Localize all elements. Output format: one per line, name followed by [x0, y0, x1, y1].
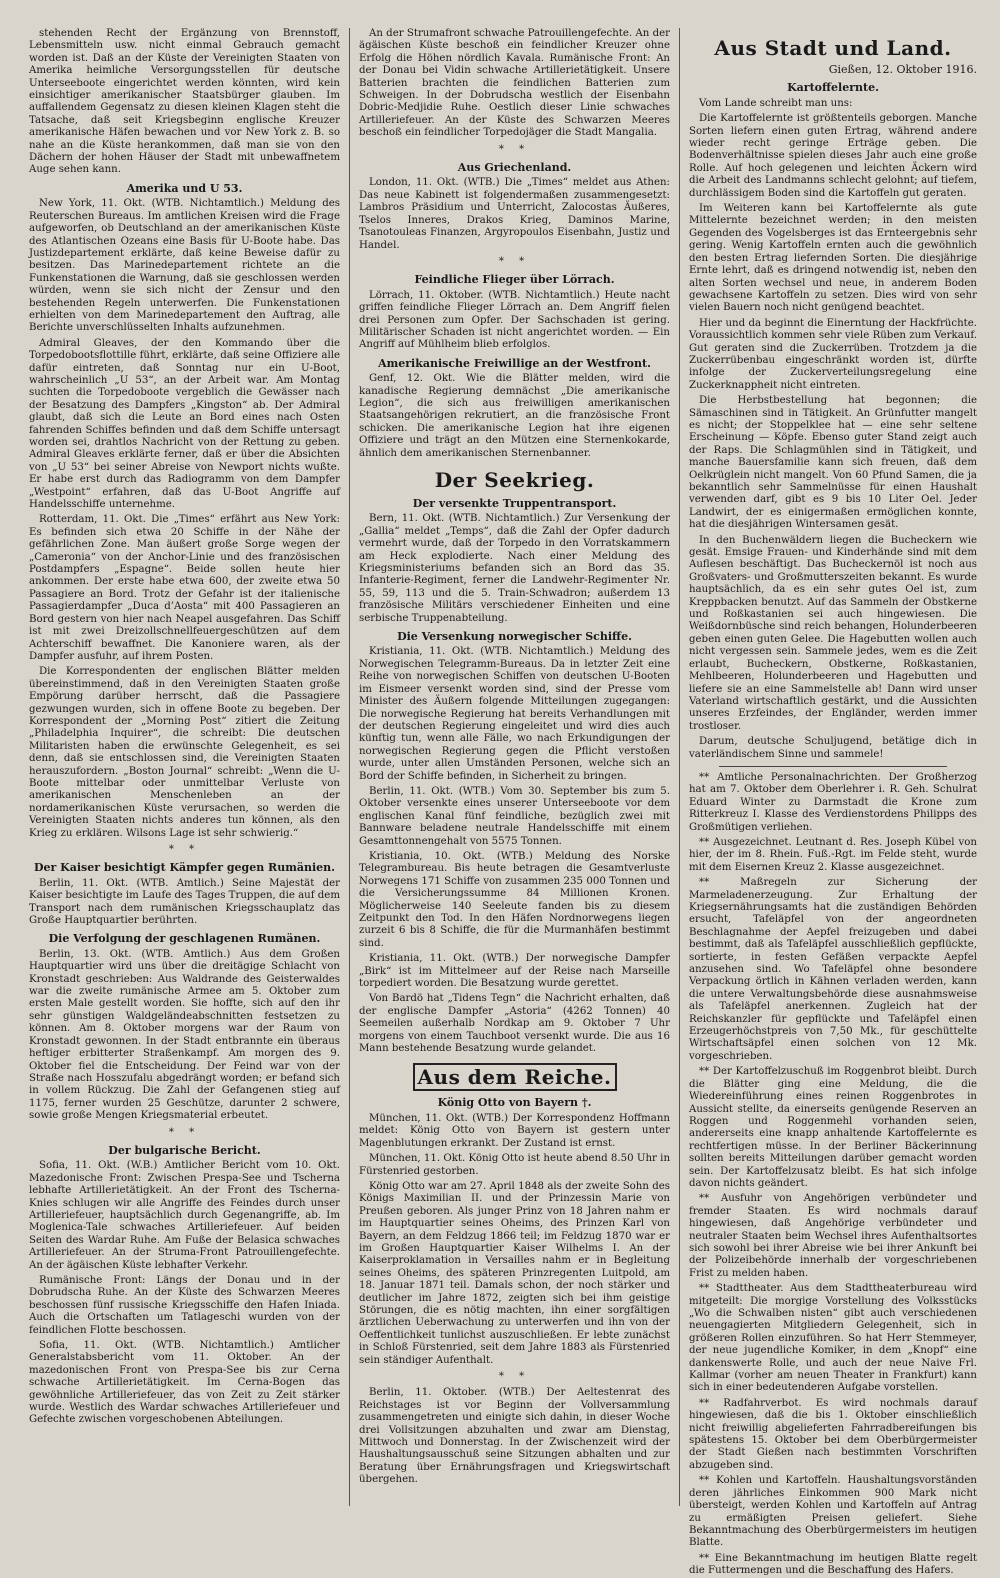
article-text: Kristiania, 11. Okt. (WTB.) Der norwegische Dampfer „Birk“ ist im Mittelmeer auf der Reise nach Marseille torpediert worden. Die Besatzung wurde gerettet. — [359, 953, 670, 990]
article-text: Die Kartoffelernte ist größtenteils geborgen. Manche Sorten liefern einen guten Ertrag, während andere wieder recht geringe Erträge geben. Die Bodenverhältnisse spielen dieses Jahr auch eine große Rolle. Auf hoch gelegenen und leichten Äckern wird die Arbeit des Landmanns schlecht gelohnt; auf tiefem, durchlässigem Boden sind die Kartoffeln gut geraten. — [689, 113, 977, 199]
article-text: München, 11. Okt. (WTB.) Der Korrespondenz Hoffmann meldet: König Otto von Bayern ist gestern unter Magenblutungen erkrankt. Der Zustand ist ernst. — [359, 1112, 670, 1149]
article-text: Die Herbstbestellung hat begonnen; die Sämaschinen sind in Tätigkeit. An Grünfutter mangelt es nicht; der Stoppelklee hat — eine sehr seltene Erscheinung — Köpfe. Ebenso guter Stand zeigt auch der Raps. Die Schlagmühlen sind in Tätigkeit, und manche Bauersfamilie kann sich freuen, daß dem Oelkrüglein nicht mangelt. Von 60 Pfund Samen, die ja bekanntlich sehr Sammelnüsse für einen Haushalt verwenden darf, gibt es 9 bis 10 Liter Oel. Jeder Landwirt, der es einigermaßen ermöglichen konnte, hat die diesjährigen Wintersamen gesät. — [689, 395, 977, 531]
article-heading: König Otto von Bayern †. — [437, 1096, 592, 1110]
article-text: ** Eine Bekanntmachung im heutigen Blatte regelt die Futtermengen und die Beschaffung des Hafers. — [689, 1552, 977, 1577]
article-text: Vom Lande schreibt man uns: — [699, 97, 853, 109]
article-heading: Die Verfolgung der geschlagenen Rumänen. — [48, 932, 321, 946]
article-text: London, 11. Okt. (WTB.) Die „Times“ meldet aus Athen: Das neue Kabinett ist folgendermaßen zusammengesetzt: Lambros Präsidium und Unterricht, Zalocostas Äußeres, Tselos Inneres, Drakos Krieg, Daminos Marine, Tsanotouleas Finanzen, Argyropoulos Eisenbahn, Justiz und Handel. — [359, 177, 670, 251]
section-separator: * * — [168, 1126, 201, 1138]
article-text: ** Maßregeln zur Sicherung der Marmeladenerzeugung. Zur Erhaltung der Kriegsernährungsamts hat die zuständigen Behörden ersucht, Tafeläpfel von der angeordneten Beschlagnahme der Aepfel freizugeben und dabei bestimmt, daß als Tafeläpfel ausschließlich gepflückte, sortierte, in festen Gefäßen verpackte Aepfel anzusehen sind. Wo Tafeläpfel ohne besondere Verpackung örtlich in Kähnen verladen werden, kann die untere Verwaltungsbehörde diese ausnahmsweise als Tafeläpfel anerkennen. Zugleich hat der Reichskanzler für gepflückte und Tafeläpfel einen Erzeugerhöchstpreis von 7,50 Mk., für geschüttelte Wirtschaftsäpfel einen solchen von 12 Mk. vorgeschrieben. — [689, 877, 977, 1062]
divider — [719, 766, 947, 767]
article-text: ** Stadttheater. Aus dem Stadttheaterbureau wird mitgeteilt: Die morgige Vorstellung des Volksstücks „Wo die Schwalben nisten“ gibt auch verschiedenen neuengagierten Mitgliedern Gelegenheit, sich in größeren Rollen einzuführen. So hat Herr Stemmeyer, der neue jugendliche Komiker, in dem „Knopf“ eine dankenswerte Rolle, und auch der neue Naive Frl. Kallmar (vorher am neuen Theater in Frankfurt) kann sich in einer bedeutenderen Aufgabe vorstellen. — [689, 1283, 977, 1394]
article-text: ** Kohlen und Kartoffeln. Haushaltungsvorständen deren jährliches Einkommen 900 Mark nicht übersteigt, werden Kohlen und Kartoffeln auf Antrag zu ermäßigten Preisen geliefert. Siehe Bekanntmachung des Oberbürgermeisters im heutigen Blatte. — [689, 1475, 977, 1549]
dateline: Gießen, 12. Oktober 1916. — [828, 63, 977, 76]
section-title-seekrieg: Der Seekrieg. — [434, 468, 595, 492]
article-heading: Amerikanische Freiwillige an der Westfront. — [378, 356, 651, 370]
article-heading: Aus Griechenland. — [457, 161, 572, 175]
section-separator: * * — [498, 1371, 531, 1382]
article-text: New York, 11. Okt. (WTB. Nichtamtlich.) Meldung des Reuterschen Bureaus. Im amtlichen Kreisen wird die Frage aufgeworfen, ob Deutschland an der amerikanischen Küste des Atlantischen Ozeans eine Basis für U-Boote habe. Das Justizdepartement erklärte, daß keine Beweise dafür zu besitzen. Das Marinedepartement richtete an die Funkenstationen die Warnung, daß sie geschlossen werden würden, wenn sie sich nicht der Zensur und den bestehenden Regeln unterwerfen. Die Funkenstationen erhielten von dem Marinedepartement den Auftrag, alle Berichte unverschlüsselten Inhalts aufzunehmen. — [29, 198, 340, 334]
article-text: Die Korrespondenten der englischen Blätter melden übereinstimmend, daß in den Vereinigten Staaten große Empörung darüber herrscht, daß die Passagiere gezwungen wurden, sich in offene Boote zu begeben. Der Korrespondent der „Morning Post“ zitiert die Zeitung „Philadelphia Inquirer“, die schreibt: Die deutschen Militaristen haben die erwünschte Gelegenheit, es sei denn, daß sie entschlossen sind, die Vereinigten Staaten herauszufordern. „Boston Journal“ schreibt: „Wenn die U-Boote mittelbar oder unmittelbar Verluste von amerikanischen Menschenleben an der nordamerikanischen Küste verursachen, so werden die Vereinigten Staaten nichts anderes tun können, als den Krieg zu erklären. Wilsons Lage ist sehr schwierig.“ — [29, 666, 340, 839]
column-left — [20, 28, 350, 1506]
article-heading: Der Kaiser besichtigt Kämpfer gegen Rumänien. — [34, 861, 335, 875]
article-text: Sofia, 11. Okt. (WTB. Nichtamtlich.) Amtlicher Generalstabsbericht vom 11. Oktober. An der mazedonischen Front von Prespa-See bis zur Cerna schwache Artillerietätigkeit. Im Cerna-Bogen das gewöhnliche Artilleriefeuer, das von Zeit zu Zeit stärker wurde. Westlich des Wardar schwaches Artilleriefeuer und Gefechte zwischen vorgeschobenen Abteilungen. — [29, 1340, 340, 1426]
article-text: München, 11. Okt. König Otto ist heute abend 8.50 Uhr in Fürstenried gestorben. — [359, 1153, 670, 1177]
section-separator: * * — [498, 255, 531, 267]
article-heading: Der bulgarische Bericht. — [108, 1143, 261, 1157]
article-text: Im Weiteren kann bei Kartoffelernte als gute Mittelernte bezeichnet werden; in den meisten Gegenden des Vogelsberges ist das Ernteergebnis sehr gering. Wenig Kartoffeln ernten auch die gewöhnlich den besten Ertrag liefernden Sorten. Die diesjährige Ernte lehrt, daß es dringend notwendig ist, neben den alten Sorten wechsel und neue, in anderem Boden gewachsene Kartoffeln zu setzen. Dies wird von sehr vielen Bauern noch nicht genügend beachtet. — [689, 203, 977, 314]
article-text: ** Der Kartoffelzuschuß im Roggenbrot bleibt. Durch die Blätter ging eine Meldung, die die Wiedereinführung eines reinen Roggenbrotes in Aussicht stellte, da einerseits genügende Reserven an Roggen und Roggenmehl vorhanden seien, andererseits eine knapp anhaltende Kartoffelernte es rechtfertigen müsse. In der Berliner Bäckerinnung sollten bereits Mitteilungen darüber gemacht worden sein. Der Kartoffelzusatz bleibt. Es hat sich infolge davon nichts geändert. — [689, 1066, 977, 1189]
article-text: ** Ausgezeichnet. Leutnant d. Res. Joseph Kübel von hier, der im 8. Rhein. Fuß.-Rgt. im Felde steht, wurde mit dem Eisernen Kreuz 2. Klasse ausgezeichnet. — [689, 836, 977, 873]
article-text: Kristiania, 11. Okt. (WTB. Nichtamtlich.) Meldung des Norwegischen Telegramm-Bureaus. Da in letzter Zeit eine Reihe von norwegischen Schiffen von deutschen U-Booten im Eismeer versenkt worden sind, sind der Presse vom Minister des Äußern folgende Mitteilungen zugegangen: Die norwegische Regierung hat bereits Verhandlungen mit der deutschen Regierung eingeleitet und wird dies auch künftig tun, wenn alle Fälle, wo nach Erkundigungen der norwegischen Regierung gegen die Pflicht verstoßen wurde, unter allen Umständen Personen, welche sich an Bord der Schiffe befinden, in Sicherheit zu bringen. — [359, 646, 670, 782]
section-title-stadt: Aus Stadt und Land. — [714, 36, 952, 60]
article-text: ** Ausfuhr von Angehörigen verbündeter und fremder Staaten. Es wird nochmals darauf hingewiesen, daß Angehörige verbündeter und neutraler Staaten beim Wechsel ihres Aufenthaltsortes sich sowohl bei ihrer Abreise wie bei ihrer Ankunft bei der Polizeibehörde innerhalb der vorgeschriebenen Frist zu melden haben. — [689, 1193, 977, 1279]
article-text: Lörrach, 11. Oktober. (WTB. Nichtamtlich.) Heute nacht griffen feindliche Flieger Lörrach an. Dem Angriff fielen drei Personen zum Opfer. Der Sachschaden ist gering. Militärischer Schaden ist nicht angerichtet worden. — Ein Angriff auf Mühlheim blieb erfolglos. — [359, 289, 670, 351]
article-heading: Die Versenkung norwegischer Schiffe. — [397, 630, 632, 644]
article-text: Bern, 11. Okt. (WTB. Nichtamtlich.) Zur Versenkung der „Gallia“ meldet „Temps“, daß die Zahl der Opfer dadurch vermehrt wurde, daß der Torpedo in den Vorratskammern am Heck explodierte. Nach einer Meldung des Kriegsministeriums befanden sich an Bord das 35. Infanterie-Regiment, ferner die Landwehr-Regimenter Nr. 55, 59, 113 und die 5. Train-Schwadron; außerdem 13 französische Militärs verschiedener Einheiten und eine serbische Truppenabteilung. — [359, 513, 670, 624]
article-text: Hier und da beginnt die Einerntung der Hackfrüchte. Voraussichtlich kommen sehr viele Rüben zum Verkauf. Gut geraten sind die Zuckerrüben. Trotzdem ja die Zuckerrübenbau eingeschränkt worden ist, dürfte infolge der Zuckerverteilungsregelung eine Zuckerknappheit nicht eintreten. — [689, 317, 977, 391]
article-text: Darum, deutsche Schuljugend, betätige dich in vaterländischem Sinne und sammele! — [689, 736, 977, 760]
article-text: Von Bardö hat „Tidens Tegn“ die Nachricht erhalten, daß der englische Dampfer „Astoria“ (4262 Tonnen) 40 Seemeilen außerhalb Nordkap am 9. Oktober 7 Uhr morgens von einem Tauchboot versenkt wurde. Die aus 16 Mann bestehende Besatzung wurde gelandet. — [359, 993, 670, 1055]
article-text: In den Buchenwäldern liegen die Bucheckern wie gesät. Emsige Frauen- und Kinderhände sind mit dem Auflesen beschäftigt. Das Bucheckernöl ist noch aus Großvaters- und Großmutterszeiten bekannt. Es wurde hauptsächlich, da es ein sehr gutes Oel ist, zum Kreppbacken benutzt. Auf das Sammeln der Obstkerne und Roßkastanien sei auch hingewiesen. Die Weißdornbüsche sind reich behangen, Holunderbeeren geben einen guten Gelee. Die Hagebutten wollen auch nicht vergessen sein. Sammele jedes, wem es die Zeit erlaubt, Bucheckern, Obstkerne, Roßkastanien, Mehlbeeren, Holunderbeeren und Hagebutten und liefere sie an eine Sammelstelle ab! Dann wird unser Vaterland wirtschaftlich gestärkt, und die Aussichten unseres Erzfeindes, der Engländer, werden immer trostloser. — [689, 534, 977, 732]
article-text: Berlin, 13. Okt. (WTB. Amtlich.) Aus dem Großen Hauptquartier wird uns über die dreitägige Schlacht von Kronstadt geschrieben: Aus Waldrande des Geisterwaldes war die zweite rumänische Armee am 5. Oktober zum ersten Male gestellt worden. Sie hoffte, sich auf den ihr sehr günstigen Waldgeländeabschnitten festsetzen zu können. Am 8. Oktober morgens war der Raum von Kronstadt gewonnen. In der Stadt entbrannte ein überaus heftiger erbitterter Straßenkampf. Am morgen des 9. Oktober fiel die Entscheidung. Der Feind war von der Straße nach Hosszufalu abgedrängt worden; er befand sich in vollem Rückzug. Die Zahl der Gefangenen stieg auf 1175, ferner wurden 25 Geschütze, darunter 2 schwere, sowie große Mengen Kriegsmaterial erbeutet. — [29, 948, 340, 1122]
article-text: Berlin, 11. Okt. (WTB. Amtlich.) Seine Majestät der Kaiser besichtigte im Laufe des Tages Truppen, die auf dem Transport nach dem rumänischen Kriegsschauplatz das Große Hauptquartier berührten. — [29, 877, 340, 927]
article-heading: Amerika und U 53. — [126, 181, 243, 195]
article-heading: Kartoffelernte. — [787, 81, 879, 95]
column-right — [680, 28, 986, 1577]
article-text: stehenden Recht der Ergänzung von Brennstoff, Lebensmitteln usw. nicht einmal Gebrauch gemacht worden ist. Daß an der Küste der Vereinigten Staaten von Amerika heimliche Versorgungsstellen für deutsche Unterseeboote eingerichtet werden könnten, wird kein einsichtiger amerikanischer Staatsbürger glauben. Im auffallendem Gegensatz zu diesen kleinen Klagen steht die Tatsache, daß seit Kriegsbeginn englische Kreuzer amerikanische Häfen bewachen und vor New York z. B. so nahe an die Küste herankommen, daß man sie von den Dächern der hohen Häuser der Stadt mit unbewaffnetem Auge sehen kann. — [29, 28, 340, 176]
article-text: Sofia, 11. Okt. (W.B.) Amtlicher Bericht vom 10. Okt. Mazedonische Front: Zwischen Prespa-See und Tscherna lebhafte Artillerietätigkeit. An der Front des Tscherna-Knies schlugen wir alle Angriffe des Feindes durch unser Artilleriefeuer, hauptsächlich durch Gegenangriffe, ab. Im Moglenica-Tale schwaches Artilleriefeuer. Auf beiden Seiten des Wardar Ruhe. Am Fuße der Belasica schwaches Artilleriefeuer. An der Struma-Front Patrouillengefechte. An der ägäischen Küste lebhafter Verkehr. — [29, 1160, 340, 1271]
article-text: Berlin, 11. Okt. (WTB.) Vom 30. September bis zum 5. Oktober versenkte eines unserer Unterseeboote vor dem englischen Kanal fünf feindliche, bezüglich zwei mit Bannware beladene neutrale Handelsschiffe mit einem Gesamttonnengehalt von 5575 Tonnen. — [359, 785, 670, 847]
article-heading: Feindliche Flieger über Lörrach. — [414, 273, 615, 287]
article-text: Genf, 12. Okt. Wie die Blätter melden, wird die kanadische Regierung demnächst „Die amerikanische Legion“, die sich aus freiwilligen amerikanischen Staatsangehörigen rekrutiert, an die französische Front schicken. Die amerikanische Legion hat ihre eigenen Offiziere und trägt an den Mützen eine Sternenkokarde, ähnlich dem amerikanischen Sternenbanner. — [359, 373, 670, 459]
article-text: An der Strumafront schwache Patrouillengefechte. An der ägäischen Küste beschoß ein feindlicher Kreuzer ohne Erfolg die Höhen nördlich Kavala. Rumänische Front: An der Donau bei Vidin schwache Artillerietätigkeit. Unsere Batterien brachten die feindlichen Batterien zum Schweigen. In der Dobrudscha westlich der Eisenbahn Dobric-Medjidie Ruhe. Oestlich dieser Linie schwaches Artilleriefeuer. An der Küste des Schwarzen Meeres beschoß ein feindlicher Torpedojäger die Stadt Mangalia. — [359, 28, 670, 139]
article-text: Admiral Gleaves, der den Kommando über die Torpedobootsflottille führt, erklärte, daß seine Offiziere alle dafür eintreten, daß Sonntag nur ein U-Boot, wahrscheinlich „U 53“, an der Arbeit war. Am Montag suchten die Torpedoboote vergeblich die Gewässer nach der Besatzung des Dampfers „Kingston“ ab. Der Admiral glaubt, daß sich die Leute an Bord eines nach Osten fahrenden Schiffes befinden und daß dem Schiffe untersagt worden sei, drahtlos Nachricht von der Rettung zu geben. Admiral Gleaves erklärte ferner, daß er über die Absichten von „U 53“ bei seiner Abreise von Newport nichts wußte. Er habe erst durch das Radiogramm von dem Dampfer „Westpoint“ erfahren, daß das U-Boot Angriffe auf Handelsschiffe unternehme. — [29, 337, 340, 511]
section-separator: * * — [168, 844, 201, 855]
article-text: ** Amtliche Personalnachrichten. Der Großherzog hat am 7. Oktober dem Oberlehrer i. R. Geh. Schulrat Eduard Winter zu Darmstadt die Krone zum Ritterkreuz I. Klasse des Verdienstordens Philipps des Großmütigen verliehen. — [689, 771, 977, 833]
column-middle — [350, 28, 680, 1506]
article-text: ** Radfahrverbot. Es wird nochmals darauf hingewiesen, daß die bis 1. Oktober einschließlich nicht freiwillig abgelieferten Fahrradbereifungen bis spätestens 15. Oktober bei dem Oberbürgermeister der Stadt Gießen nach bestimmten Vorschriften abzugeben sind. — [689, 1397, 977, 1471]
article-text: Rotterdam, 11. Okt. Die „Times“ erfährt aus New York: Es befinden sich etwa 20 Schiffe in der Nähe der gefährlichen Zone. Man äußert große Sorge wegen der „Cameronia“ von der Anchor-Linie und des französischen Postdampfers „Espagne“. Beide sollen heute hier ankommen. Der erste habe etwa 600, der zweite etwa 50 Passagiere an Bord. Trotz der Gefahr ist der italienische Passagierdampfer „Duca d’Aosta“ mit 400 Passagieren an Bord gestern von hier nach Neapel ausgefahren. Das Schiff ist mit zwei Dreizollschnellfeuergeschützen auf dem Achterschiff bewaffnet. Die Kanoniere waren, als der Dampfer ausfuhr, auf ihrem Posten. — [29, 514, 340, 662]
article-text: König Otto war am 27. April 1848 als der zweite Sohn des Königs Maximilian II. und der Prinzessin Marie von Preußen geboren. Als junger Prinz von 18 Jahren nahm er im Hauptquartier seines Oheims, des Prinzen Karl von Bayern, an dem Feldzug 1866 teil; im Feldzug 1870 war er im Großen Hauptquartier Kaiser Wilhelms I. An der Kaiserproklamation in Versailles nahm er in Begleitung seines Oheims, des späteren Prinzregenten Luitpold, am 18. Januar 1871 teil. Damals schon, der noch stärker und deutlicher im Jahre 1872, zeigten sich bei ihm geistige Störungen, die es nötig machten, ihn einer sorgfältigen ärztlichen Ueberwachung zu unterwerfen und ihn von der Oeffentlichkeit tunlichst auszuschließen. Er lebte zunächst in Schloß Fürstenried, seit dem Jahre 1883 als Fürstenried sein ständiger Aufenthalt. — [359, 1180, 670, 1366]
article-heading: Der versenkte Truppentransport. — [412, 497, 617, 510]
section-title-reich: Aus dem Reiche. — [413, 1063, 617, 1091]
article-text: Kristiania, 10. Okt. (WTB.) Meldung des Norske Telegrambureau. Bis heute betragen die Gesamtverluste Norwegens 171 Schiffe von zusammen 235 000 Tonnen und die Versicherungssumme 84 Millionen Kronen. Möglicherweise 140 Seeleute fanden bis zu diesem Zeitpunkt den Tod. In den Häfen Nordnorwegens liegen zurzeit 6 bis 8 Schiffe, die für die Murmanhäfen bestimmt sind. — [359, 850, 670, 949]
section-separator: * * — [498, 143, 531, 155]
article-text: Rumänische Front: Längs der Donau und in der Dobrudscha Ruhe. An der Küste des Schwarzen Meeres beschossen fünf russische Kriegsschiffe den Hafen Iniada. Auch die Ortschaften um Tatlageschi wurden von der feindlichen Flotte beschossen. — [29, 1275, 340, 1336]
article-text: Berlin, 11. Oktober. (WTB.) Der Aeltestenrat des Reichstages ist vor Beginn der Vollversammlung zusammengetreten und einigte sich dahin, in dieser Woche drei Vollsitzungen abzuhalten und zwar am Dienstag, Mittwoch und Donnerstag. In der Zwischenzeit wird der Haushaltungsausschuß seine Sitzungen abhalten und zur Beratung über Ernährungsfragen und Kriegswirtschaft übergehen. — [359, 1387, 670, 1486]
